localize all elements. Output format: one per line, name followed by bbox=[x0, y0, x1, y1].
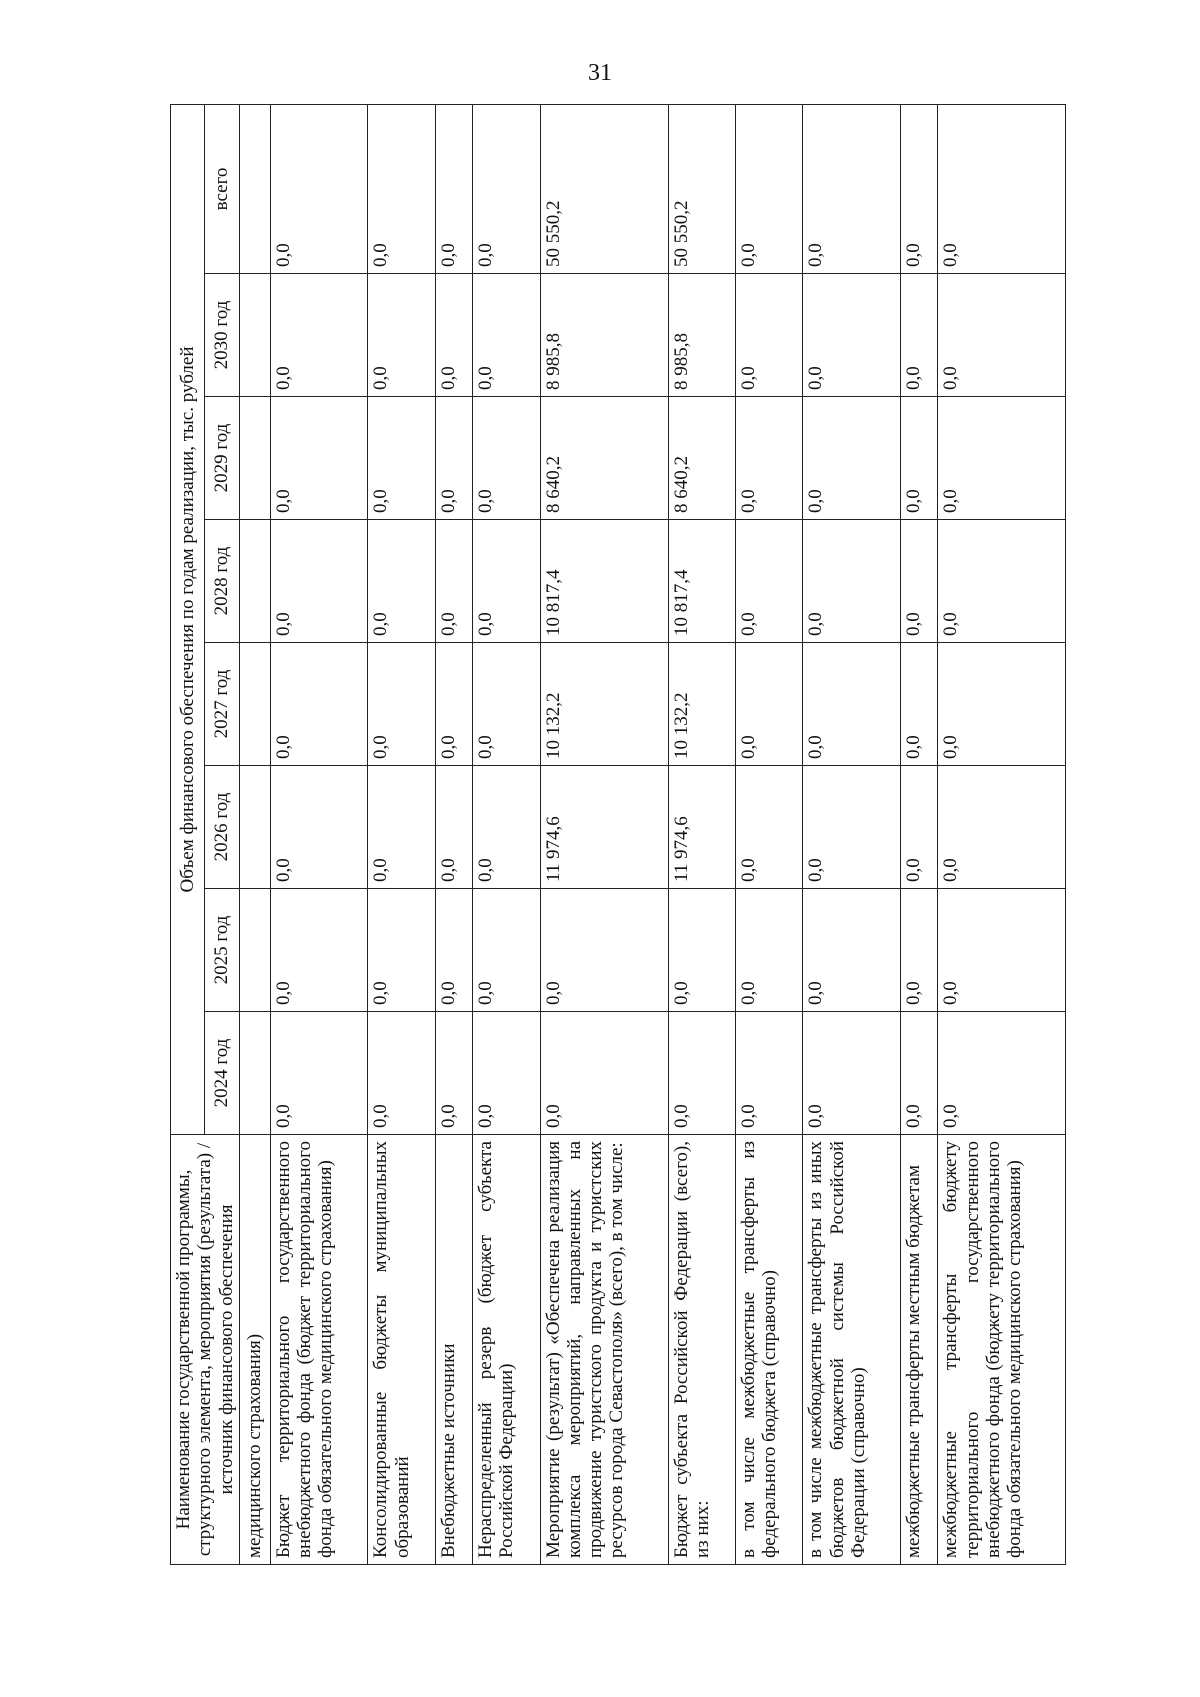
value-cell: 0,0 bbox=[368, 889, 435, 1012]
value-cell: 0,0 bbox=[435, 520, 472, 643]
value-cell: 0,0 bbox=[735, 520, 802, 643]
table-row bbox=[668, 104, 735, 1564]
value-cell bbox=[239, 274, 270, 397]
financial-table bbox=[170, 104, 1066, 1565]
value-cell: 0,0 bbox=[368, 104, 435, 273]
value-cell: 0,0 bbox=[938, 397, 1066, 520]
value-cell: 0,0 bbox=[735, 889, 802, 1012]
value-cell: 0,0 bbox=[735, 104, 802, 273]
header-group-cell: Объем финансового обеспечения по годам реализации, тыс. рублей bbox=[171, 104, 205, 1134]
header-year-cell: 2026 год bbox=[205, 766, 239, 889]
value-cell: 0,0 bbox=[938, 643, 1066, 766]
header-year-cell: 2025 год bbox=[205, 889, 239, 1012]
value-cell: 0,0 bbox=[540, 1012, 668, 1135]
table-row bbox=[803, 104, 901, 1564]
value-cell: 0,0 bbox=[473, 889, 540, 1012]
table-row bbox=[473, 104, 540, 1564]
value-cell: 0,0 bbox=[435, 889, 472, 1012]
value-cell: 0,0 bbox=[435, 104, 472, 273]
value-cell: 0,0 bbox=[803, 889, 901, 1012]
header-row-group bbox=[171, 104, 205, 1564]
rotated-table-container bbox=[170, 105, 1050, 1565]
value-cell: 0,0 bbox=[938, 889, 1066, 1012]
row-name-cell: Мероприятие (результат) «Обеспечена реализация комплекса мероприятий, направленных на продвижение туристского продукта и туристских ресурсов города Севастополя» (всего), в том числе: bbox=[540, 1135, 668, 1565]
value-cell: 0,0 bbox=[803, 397, 901, 520]
row-name-cell: в том числе межбюджетные трансферты из иных бюджетов бюджетной системы Российской Федерации (справочно) bbox=[803, 1135, 901, 1565]
value-cell: 10 817,4 bbox=[540, 520, 668, 643]
value-cell: 0,0 bbox=[473, 520, 540, 643]
value-cell: 0,0 bbox=[473, 104, 540, 273]
value-cell: 0,0 bbox=[435, 274, 472, 397]
value-cell: 0,0 bbox=[803, 643, 901, 766]
value-cell: 0,0 bbox=[368, 520, 435, 643]
value-cell bbox=[239, 889, 270, 1012]
header-year-cell: 2024 год bbox=[205, 1012, 239, 1135]
value-cell: 0,0 bbox=[901, 520, 938, 643]
value-cell: 0,0 bbox=[368, 397, 435, 520]
value-cell: 11 974,6 bbox=[668, 766, 735, 889]
table-row bbox=[938, 104, 1066, 1564]
value-cell: 0,0 bbox=[270, 397, 368, 520]
value-cell: 0,0 bbox=[901, 397, 938, 520]
value-cell: 0,0 bbox=[803, 1012, 901, 1135]
table-row bbox=[270, 104, 368, 1564]
value-cell: 0,0 bbox=[270, 643, 368, 766]
row-name-cell: межбюджетные трансферты местным бюджетам bbox=[901, 1135, 938, 1565]
value-cell: 0,0 bbox=[938, 520, 1066, 643]
value-cell bbox=[239, 643, 270, 766]
value-cell: 0,0 bbox=[435, 766, 472, 889]
value-cell: 50 550,2 bbox=[668, 104, 735, 273]
value-cell: 0,0 bbox=[435, 643, 472, 766]
row-name-cell: Бюджет территориального государственного внебюджетного фонда (бюджет территориального фонда обязательного медицинского страхования) bbox=[270, 1135, 368, 1565]
value-cell: 0,0 bbox=[435, 1012, 472, 1135]
value-cell: 0,0 bbox=[901, 889, 938, 1012]
value-cell bbox=[239, 397, 270, 520]
value-cell: 0,0 bbox=[473, 274, 540, 397]
value-cell: 0,0 bbox=[901, 274, 938, 397]
value-cell: 8 640,2 bbox=[668, 397, 735, 520]
value-cell bbox=[239, 520, 270, 643]
value-cell: 0,0 bbox=[270, 104, 368, 273]
value-cell: 0,0 bbox=[901, 643, 938, 766]
value-cell: 10 817,4 bbox=[668, 520, 735, 643]
value-cell: 0,0 bbox=[803, 766, 901, 889]
table-row bbox=[735, 104, 802, 1564]
value-cell: 0,0 bbox=[368, 274, 435, 397]
value-cell: 0,0 bbox=[938, 766, 1066, 889]
value-cell: 0,0 bbox=[735, 274, 802, 397]
value-cell bbox=[239, 766, 270, 889]
value-cell: 0,0 bbox=[368, 643, 435, 766]
row-name-cell: в том числе межбюджетные трансферты из федерального бюджета (справочно) bbox=[735, 1135, 802, 1565]
value-cell: 0,0 bbox=[540, 889, 668, 1012]
value-cell: 0,0 bbox=[901, 104, 938, 273]
value-cell: 0,0 bbox=[368, 1012, 435, 1135]
value-cell: 0,0 bbox=[473, 643, 540, 766]
value-cell: 8 985,8 bbox=[668, 274, 735, 397]
table-row bbox=[239, 104, 270, 1564]
value-cell: 0,0 bbox=[735, 766, 802, 889]
value-cell bbox=[239, 104, 270, 273]
row-name-cell: медицинского страхования) bbox=[239, 1135, 270, 1565]
value-cell: 0,0 bbox=[473, 1012, 540, 1135]
value-cell: 0,0 bbox=[803, 520, 901, 643]
value-cell: 0,0 bbox=[938, 1012, 1066, 1135]
row-name-cell: Консолидированные бюджеты муниципальных образований bbox=[368, 1135, 435, 1565]
value-cell: 0,0 bbox=[803, 104, 901, 273]
value-cell: 0,0 bbox=[368, 766, 435, 889]
value-cell: 0,0 bbox=[270, 889, 368, 1012]
value-cell: 0,0 bbox=[473, 397, 540, 520]
value-cell: 0,0 bbox=[270, 1012, 368, 1135]
table-row bbox=[368, 104, 435, 1564]
table-row bbox=[540, 104, 668, 1564]
row-name-cell: Бюджет субъекта Российской Федерации (всего), из них: bbox=[668, 1135, 735, 1565]
value-cell: 0,0 bbox=[938, 274, 1066, 397]
value-cell: 10 132,2 bbox=[540, 643, 668, 766]
value-cell: 0,0 bbox=[735, 1012, 802, 1135]
value-cell: 0,0 bbox=[735, 643, 802, 766]
value-cell: 50 550,2 bbox=[540, 104, 668, 273]
header-year-cell: 2029 год bbox=[205, 397, 239, 520]
table-row bbox=[901, 104, 938, 1564]
row-name-cell: межбюджетные трансферты бюджету территориального государственного внебюджетного фонда (бюджету территориального фонда обязательного медицинского страхования) bbox=[938, 1135, 1066, 1565]
value-cell: 0,0 bbox=[803, 274, 901, 397]
header-total-cell: всего bbox=[205, 104, 239, 273]
value-cell: 0,0 bbox=[668, 1012, 735, 1135]
value-cell: 8 985,8 bbox=[540, 274, 668, 397]
value-cell: 0,0 bbox=[901, 766, 938, 889]
value-cell: 0,0 bbox=[270, 274, 368, 397]
row-name-cell: Нераспределенный резерв (бюджет субъекта Российской Федерации) bbox=[473, 1135, 540, 1565]
page-number: 31 bbox=[588, 60, 612, 86]
value-cell: 0,0 bbox=[270, 520, 368, 643]
value-cell: 0,0 bbox=[473, 766, 540, 889]
value-cell: 8 640,2 bbox=[540, 397, 668, 520]
header-year-cell: 2027 год bbox=[205, 643, 239, 766]
value-cell bbox=[239, 1012, 270, 1135]
row-name-cell: Внебюджетные источники bbox=[435, 1135, 472, 1565]
table-row bbox=[435, 104, 472, 1564]
value-cell: 0,0 bbox=[270, 766, 368, 889]
table-body bbox=[239, 104, 1065, 1564]
value-cell: 0,0 bbox=[735, 397, 802, 520]
header-year-cell: 2030 год bbox=[205, 274, 239, 397]
value-cell: 0,0 bbox=[901, 1012, 938, 1135]
value-cell: 10 132,2 bbox=[668, 643, 735, 766]
header-name-cell: Наименование государственной программы, структурного элемента, мероприятия (результата) / источник финансового обеспечения bbox=[171, 1135, 240, 1565]
value-cell: 0,0 bbox=[668, 889, 735, 1012]
value-cell: 11 974,6 bbox=[540, 766, 668, 889]
header-year-cell: 2028 год bbox=[205, 520, 239, 643]
value-cell: 0,0 bbox=[938, 104, 1066, 273]
value-cell: 0,0 bbox=[435, 397, 472, 520]
